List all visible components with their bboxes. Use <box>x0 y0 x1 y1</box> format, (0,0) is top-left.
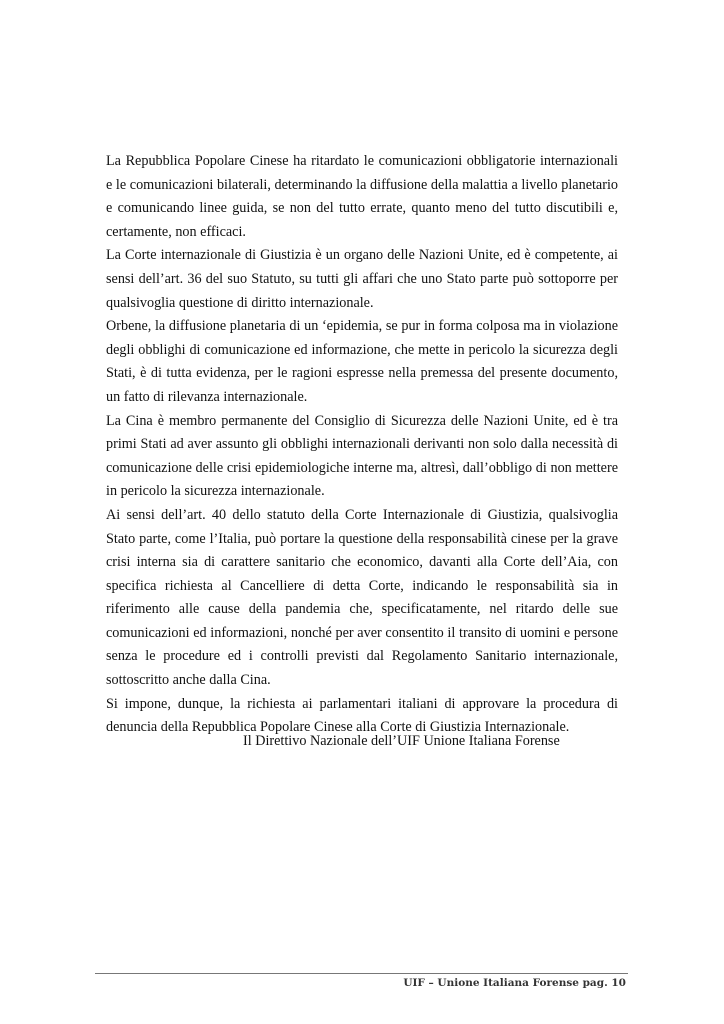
paragraph-art-40: Ai sensi dell’art. 40 dello statuto della Corte Internazionale di Giustizia, qualsivoglia Stato parte, come l’Italia, può portare la questione della responsabilità cinese per la grave crisi interna sia di carattere sanitario che economico, davanti alla Corte dell’Aia, con specifica richiesta al Cancelliere di detta Corte, indicando le responsabilità sia in riferimento alle cause della pandemia che, specificatamente, nel ritardo delle sue comunicazioni ed informazioni, nonché per aver consentito il transito di uomini e persone senza le procedure ed i controlli previsti dal Regolamento Sanitario internazionale, sottoscritto anche dalla Cina. <box>106 506 618 689</box>
document-body <box>106 150 618 740</box>
paragraph-china-delay: La Repubblica Popolare Cinese ha ritardato le comunicazioni obbligatorie internazionali e le comunicazioni bilaterali, determinando la diffusione della malattia a livello planetario e comunicando linee guida, se non del tutto errate, quanto meno del tutto discutibili e, certamente, non efficaci. <box>106 153 618 240</box>
paragraph-request-parliament: Si impone, dunque, la richiesta ai parlamentari italiani di approvare la procedura di denuncia della Repubblica Popolare Cinese alla Corte di Giustizia Internazionale. <box>106 695 618 736</box>
paragraph-epidemic-relevance: Orbene, la diffusione planetaria di un ‘epidemia, se pur in forma colposa ma in violazione degli obblighi di comunicazione ed informazione, che mette in pericolo la sicurezza degli Stati, è di tutta evidenza, per le ragioni espresse nella premessa del presente documento, un fatto di rilevanza internazionale. <box>106 318 618 405</box>
signature-line: Il Direttivo Nazionale dell’UIF Unione Italiana Forense <box>243 733 560 749</box>
footer-divider <box>95 973 628 974</box>
footer-page-label: UIF – Unione Italiana Forense pag. 10 <box>403 977 626 989</box>
paragraph-china-security-council: La Cina è membro permanente del Consiglio di Sicurezza delle Nazioni Unite, ed è tra primi Stati ad aver assunto gli obblighi internazionali derivanti non solo dalla necessità di comunicazione delle crisi epidemiologiche interne ma, altresì, dall’obbligo di non mettere in pericolo la sicurezza internazionale. <box>106 412 618 500</box>
paragraph-icj-competence: La Corte internazionale di Giustizia è un organo delle Nazioni Unite, ed è competente, ai sensi dell’art. 36 del suo Statuto, su tutti gli affari che uno Stato parte può sottoporre per qualsivoglia questione di diritto internazionale. <box>106 247 618 311</box>
